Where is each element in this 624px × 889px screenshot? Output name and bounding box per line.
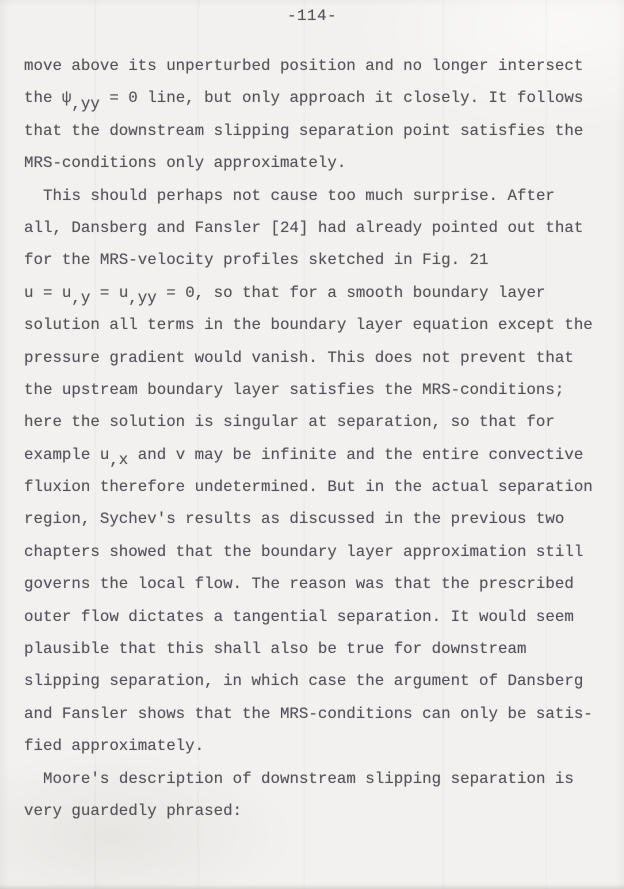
text-line: plausible that this shall also be true for downstream <box>24 640 527 659</box>
text-line: all, Dansberg and Fansler [24] had already pointed out that <box>24 218 584 237</box>
text-line: very guardedly phrased: <box>24 801 243 820</box>
subscript: ,y <box>71 289 91 308</box>
text-line: the upstream boundary layer satisfies the MRS-conditions; <box>24 380 565 399</box>
text-line: and Fansler shows that the MRS-conditions can only be satis- <box>24 704 593 723</box>
text-line: that the downstream slipping separation point satisfies the <box>24 121 584 140</box>
subscript: ,yy <box>71 95 100 114</box>
body-text <box>24 50 604 827</box>
text-line: solution all terms in the boundary layer equation except the <box>24 316 593 335</box>
subscript: ,x <box>109 451 129 470</box>
subscript: ,yy <box>128 289 157 308</box>
text-line: fluxion therefore undetermined. But in the actual separation <box>24 478 593 497</box>
text-line: u = u,y = u,yy = 0, so that for a smooth boundary layer <box>24 283 546 308</box>
text-line: chapters showed that the boundary layer approximation still <box>24 542 584 561</box>
text-line: fied approximately. <box>24 737 205 756</box>
text-line: example u,x and v may be infinite and the entire convective <box>24 445 584 470</box>
text-line: governs the local flow. The reason was that the prescribed <box>24 575 574 594</box>
text-line: here the solution is singular at separation, so that for <box>24 413 555 432</box>
text-line: region, Sychev's results as discussed in the previous two <box>24 510 565 529</box>
text-line: slipping separation, in which case the argument of Dansberg <box>24 672 584 691</box>
text-line: outer flow dictates a tangential separation. It would seem <box>24 607 574 626</box>
text-line: the ψ,yy = 0 line, but only approach it closely. It follows <box>24 89 584 114</box>
text-line: This should perhaps not cause too much surprise. After <box>43 186 555 205</box>
page-number: -114- <box>287 7 337 25</box>
text-line: Moore's description of downstream slipping separation is <box>43 769 574 788</box>
text-line: move above its unperturbed position and no longer intersect <box>24 57 584 75</box>
text-line: for the MRS-velocity profiles sketched in Fig. 21 <box>24 251 489 270</box>
text-line: pressure gradient would vanish. This does not prevent that <box>24 348 574 367</box>
text-line: MRS-conditions only approximately. <box>24 154 347 173</box>
